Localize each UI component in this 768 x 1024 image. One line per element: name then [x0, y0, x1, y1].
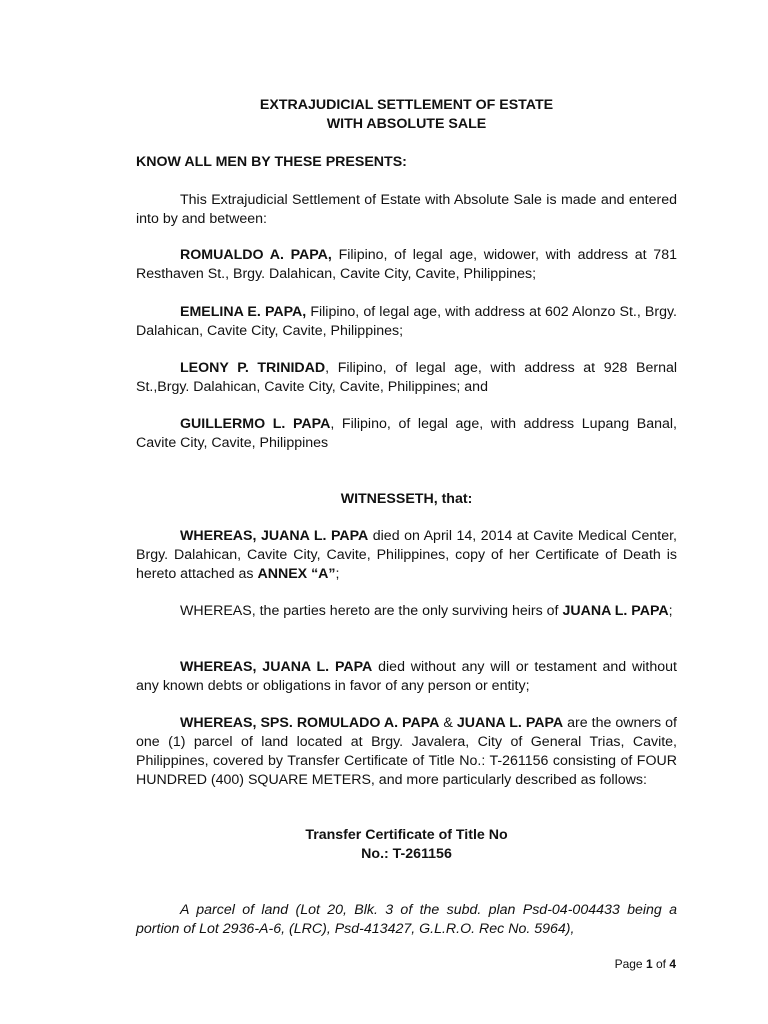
whereas-paragraph: WHEREAS, the parties hereto are the only surviving heirs of JUANA L. PAPA;: [180, 603, 673, 619]
party-name: EMELINA E. PAPA,: [180, 304, 307, 320]
intro-paragraph: This Extrajudicial Settlement of Estate with Absolute Sale is made and entered into by and between:: [136, 192, 677, 227]
title-line-1: EXTRAJUDICIAL SETTLEMENT OF ESTATE: [259, 97, 554, 113]
party-paragraph: [136, 303, 677, 341]
party-details: Filipino, of legal age, with address at 602 Alonzo St., Brgy. Dalahican, Cavite City, Cavite, Philippines;: [136, 304, 677, 339]
whereas-paragraph: WHEREAS, JUANA L. PAPA died without any will or testament and without any known debts or obligations in favor of any person or entity;: [136, 659, 677, 694]
tct-heading: Transfer Certificate of Title No No.: T-261156: [305, 827, 508, 862]
title-line-2: WITH ABSOLUTE SALE: [326, 116, 487, 132]
party-details: , Filipino, of legal age, with address Lupang Banal, Cavite City, Cavite, Philippines: [136, 416, 677, 451]
party-name: ROMUALDO A. PAPA,: [180, 247, 332, 263]
parcel-description: A parcel of land (Lot 20, Blk. 3 of the subd. plan Psd-04-004433 being a portion of Lot 2936-A-6, (LRC), Psd-413427, G.L.R.O. Rec No. 5964),: [136, 902, 677, 937]
whereas-paragraph: WHEREAS, JUANA L. PAPA died on April 14, 2014 at Cavite Medical Center, Brgy. Dalahican, Cavite City, Cavite, Philippines, copy of her Certificate of Death is hereto attached as ANNEX “A”;: [136, 528, 677, 582]
witnesseth-heading: WITNESSETH, that:: [340, 491, 473, 507]
party-details: , Filipino, of legal age, with address at 928 Bernal St.,Brgy. Dalahican, Cavite City, Cavite, Philippines; and: [136, 360, 677, 395]
party-name: LEONY P. TRINIDAD: [180, 360, 326, 376]
party-paragraph: [136, 359, 677, 397]
party-paragraph: [136, 246, 677, 284]
party-name: GUILLERMO L. PAPA: [180, 416, 331, 432]
whereas-paragraph: WHEREAS, SPS. ROMULADO A. PAPA & JUANA L. PAPA are the owners of one (1) parcel of land located at Brgy. Javalera, City of General Trias, Cavite, Philippines, covered by Transfer Certificate of Title No.: T-261156 consisting of FOUR HUNDRED (400) SQUARE METERS, and more particularly described as follows:: [136, 715, 677, 788]
annex-reference: ANNEX “A”: [257, 566, 336, 582]
document-title: [136, 96, 677, 134]
party-paragraph: [136, 415, 677, 453]
preamble: KNOW ALL MEN BY THESE PRESENTS:: [136, 154, 407, 170]
party-details: Filipino, of legal age, widower, with address at 781 Resthaven St., Brgy. Dalahican, Cavite City, Cavite, Philippines;: [136, 247, 677, 282]
page-number: Page 1 of 4: [614, 957, 676, 971]
